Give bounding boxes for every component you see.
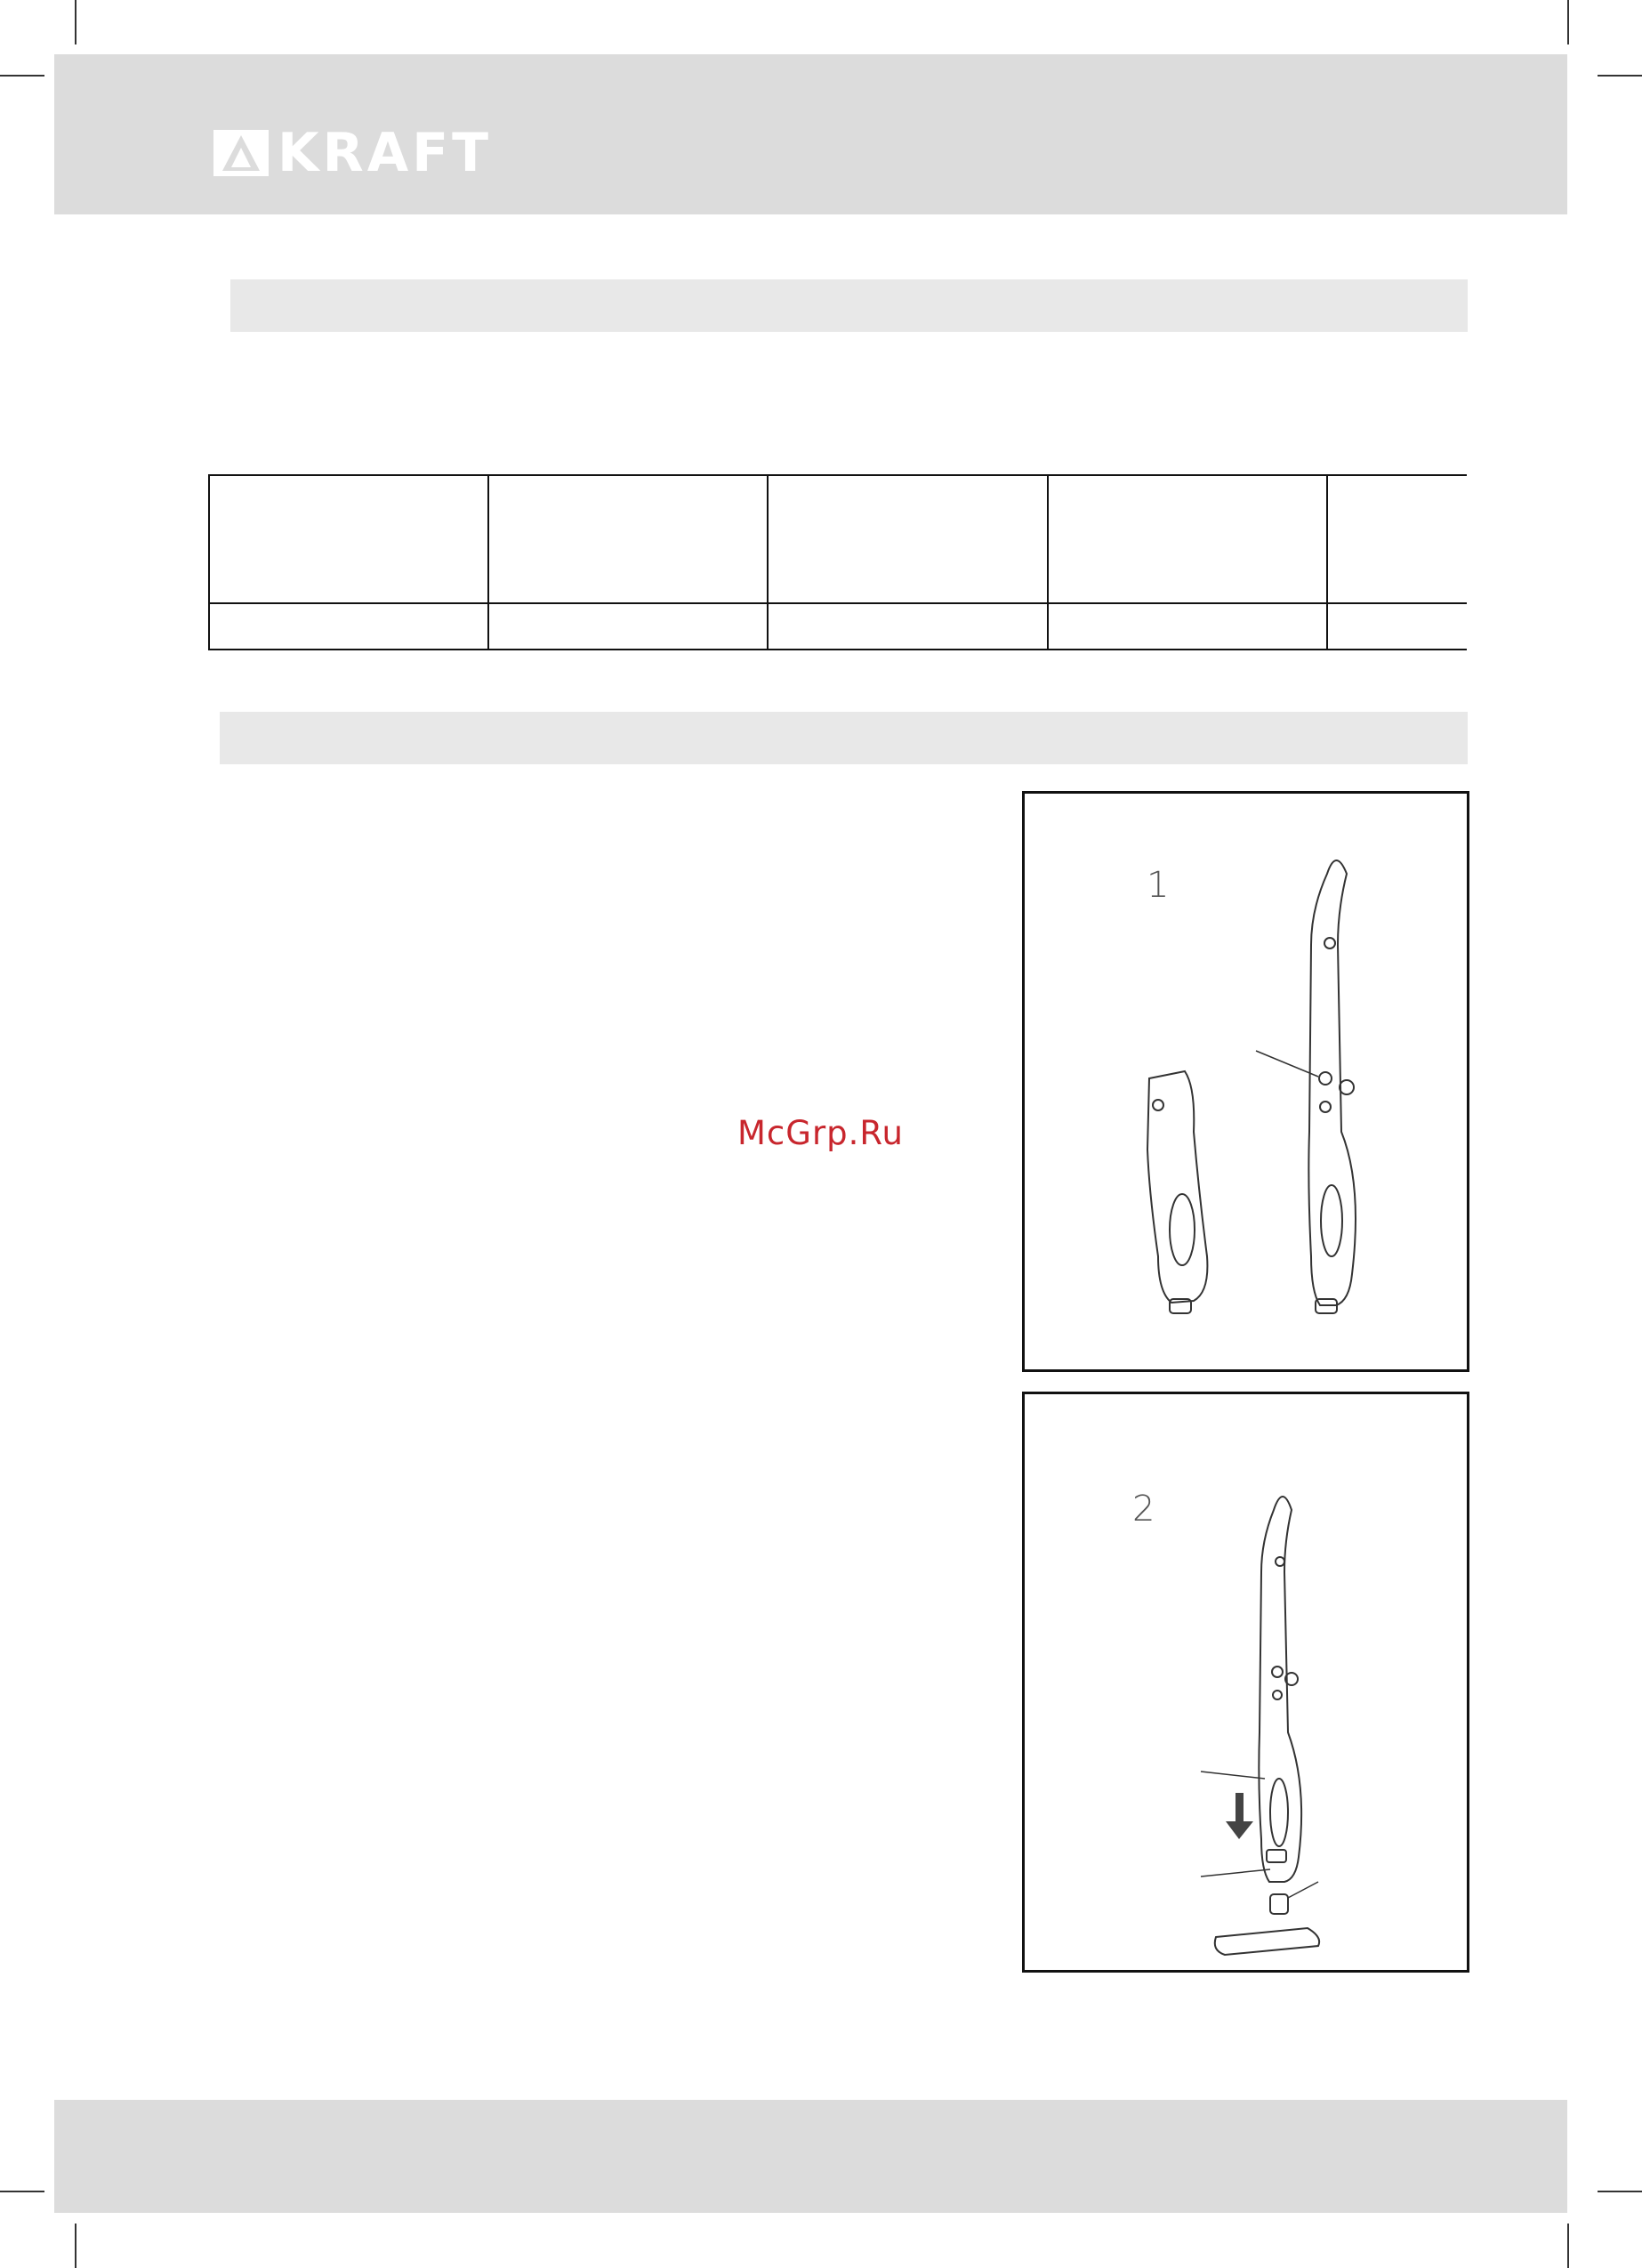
- handle-grip-hole: [1270, 1779, 1288, 1846]
- handheld-grip-hole: [1170, 1194, 1195, 1265]
- table-row: [209, 475, 1467, 603]
- table-header-cell: [1327, 475, 1467, 603]
- vacuum-handle-illustration: [1025, 794, 1467, 1369]
- footer-band: [54, 2100, 1567, 2213]
- table-header-cell: [1048, 475, 1327, 603]
- nozzle-connector: [1270, 1894, 1288, 1914]
- crop-mark: [0, 2191, 44, 2192]
- table-cell: [209, 603, 488, 650]
- crop-mark: [75, 0, 76, 44]
- handheld-unit: [1147, 1071, 1207, 1303]
- table-header-cell: [768, 475, 1047, 603]
- figure-number: 2: [1132, 1489, 1155, 1529]
- handle-grip-hole: [1321, 1185, 1342, 1256]
- figure-2: [1022, 1392, 1469, 1973]
- floor-brush: [1215, 1928, 1319, 1955]
- callout-line: [1201, 1869, 1270, 1877]
- figure-number: 1: [1147, 865, 1170, 906]
- release-button: [1273, 1691, 1282, 1699]
- specification-table: [208, 474, 1467, 650]
- table-cell: [1048, 603, 1327, 650]
- callout-line: [1201, 1772, 1265, 1779]
- table-cell: [1327, 603, 1467, 650]
- crop-mark: [1567, 2224, 1569, 2268]
- crop-mark: [1598, 75, 1642, 77]
- kraft-triangle-emblem-icon: [213, 130, 269, 176]
- table-row: [209, 603, 1467, 650]
- table-header-cell: [209, 475, 488, 603]
- handle-body: [1308, 860, 1356, 1305]
- table-cell: [768, 603, 1047, 650]
- release-button: [1324, 938, 1335, 948]
- crop-mark: [0, 75, 44, 77]
- section-heading-bar: [220, 712, 1468, 764]
- callout-line: [1288, 1882, 1318, 1898]
- handheld-button: [1153, 1100, 1163, 1110]
- side-knob: [1340, 1080, 1354, 1094]
- handle-body: [1259, 1497, 1301, 1882]
- brand-name: KRAFT: [278, 122, 493, 184]
- arrow-down-icon: [1226, 1793, 1253, 1839]
- release-button: [1272, 1667, 1283, 1677]
- callout-line: [1256, 1051, 1318, 1077]
- crop-mark: [1567, 0, 1569, 44]
- release-button: [1320, 1102, 1331, 1112]
- handle-connector: [1267, 1850, 1286, 1862]
- watermark-text: McGrp.Ru: [737, 1114, 904, 1152]
- figure-1: [1022, 791, 1469, 1372]
- brand-logo: [213, 122, 493, 184]
- section-heading-bar: [230, 279, 1468, 332]
- vacuum-assembly-illustration: [1025, 1394, 1467, 1970]
- crop-mark: [75, 2224, 76, 2268]
- release-button: [1319, 1072, 1332, 1085]
- crop-mark: [1598, 2191, 1642, 2192]
- table-cell: [488, 603, 768, 650]
- release-button: [1276, 1557, 1284, 1566]
- table-header-cell: [488, 475, 768, 603]
